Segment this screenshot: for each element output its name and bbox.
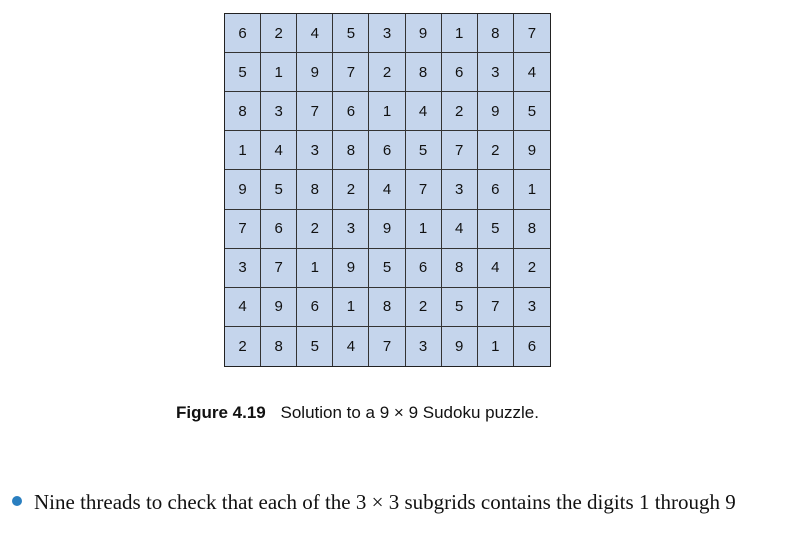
sudoku-cell: 7 [225, 210, 261, 249]
sudoku-cell: 7 [333, 53, 369, 92]
sudoku-cell: 8 [442, 249, 478, 288]
sudoku-cell: 5 [442, 288, 478, 327]
sudoku-cell: 8 [261, 327, 297, 366]
sudoku-cell: 6 [406, 249, 442, 288]
sudoku-cell: 3 [478, 53, 514, 92]
sudoku-cell: 1 [514, 170, 550, 209]
sudoku-cell: 7 [514, 14, 550, 53]
sudoku-cell: 4 [406, 92, 442, 131]
figure-caption [176, 403, 539, 423]
sudoku-cell: 8 [333, 131, 369, 170]
sudoku-cell: 5 [478, 210, 514, 249]
sudoku-cell: 9 [442, 327, 478, 366]
sudoku-cell: 8 [225, 92, 261, 131]
sudoku-cell: 1 [261, 53, 297, 92]
sudoku-cell: 6 [369, 131, 405, 170]
sudoku-cell: 1 [333, 288, 369, 327]
sudoku-cell: 2 [369, 53, 405, 92]
sudoku-cell: 7 [261, 249, 297, 288]
sudoku-cell: 8 [297, 170, 333, 209]
sudoku-cell: 8 [369, 288, 405, 327]
sudoku-cell: 6 [333, 92, 369, 131]
figure-caption-text: Solution to a 9 × 9 Sudoku puzzle. [280, 403, 539, 422]
sudoku-cell: 1 [442, 14, 478, 53]
sudoku-cell: 2 [406, 288, 442, 327]
sudoku-cell: 4 [442, 210, 478, 249]
sudoku-cell: 4 [369, 170, 405, 209]
bullet-dot-icon [12, 496, 22, 506]
sudoku-cell: 5 [333, 14, 369, 53]
sudoku-cell: 6 [297, 288, 333, 327]
sudoku-cell: 7 [406, 170, 442, 209]
sudoku-cell: 2 [297, 210, 333, 249]
sudoku-cell: 1 [225, 131, 261, 170]
bullet-item [12, 489, 782, 515]
sudoku-cell: 8 [406, 53, 442, 92]
sudoku-cell: 4 [261, 131, 297, 170]
sudoku-cell: 5 [261, 170, 297, 209]
sudoku-cell: 3 [261, 92, 297, 131]
sudoku-cell: 6 [225, 14, 261, 53]
sudoku-cell: 2 [261, 14, 297, 53]
sudoku-cell: 3 [369, 14, 405, 53]
sudoku-cell: 3 [406, 327, 442, 366]
sudoku-cell: 2 [514, 249, 550, 288]
sudoku-cell: 6 [527, 337, 537, 355]
sudoku-cell: 8 [514, 210, 550, 249]
sudoku-cell: 8 [478, 14, 514, 53]
sudoku-grid [224, 13, 551, 367]
sudoku-cell: 7 [297, 92, 333, 131]
sudoku-cell: 3 [225, 249, 261, 288]
sudoku-cell: 2 [442, 92, 478, 131]
sudoku-cell: 6 [261, 210, 297, 249]
sudoku-cell: 9 [369, 210, 405, 249]
figure-label: Figure 4.19 [176, 403, 266, 422]
sudoku-cell: 3 [514, 288, 550, 327]
sudoku-cell: 5 [369, 249, 405, 288]
sudoku-cell: 5 [225, 53, 261, 92]
sudoku-cell: 3 [442, 170, 478, 209]
sudoku-cell: 4 [297, 14, 333, 53]
sudoku-cell: 3 [333, 210, 369, 249]
sudoku-cell: 9 [406, 14, 442, 53]
sudoku-cell: 9 [297, 53, 333, 92]
bullet-text: Nine threads to check that each of the 3 × 3 subgrids contains the digits 1 through 9 [34, 490, 736, 514]
sudoku-cell: 5 [297, 327, 333, 366]
sudoku-cell: 9 [514, 131, 550, 170]
sudoku-cell: 4 [478, 249, 514, 288]
sudoku-cell: 7 [442, 131, 478, 170]
sudoku-cell: 4 [225, 288, 261, 327]
sudoku-cell: 7 [478, 288, 514, 327]
sudoku-cell: 9 [333, 249, 369, 288]
sudoku-cell: 3 [297, 131, 333, 170]
sudoku-cell: 6 [478, 170, 514, 209]
sudoku-cell: 2 [333, 170, 369, 209]
sudoku-cell: 5 [406, 131, 442, 170]
sudoku-cell: 9 [261, 288, 297, 327]
sudoku-cell: 1 [478, 327, 514, 366]
sudoku-cell: 1 [297, 249, 333, 288]
sudoku-cell: 1 [369, 92, 405, 131]
sudoku-cell: 4 [514, 53, 550, 92]
sudoku-cell: 7 [369, 327, 405, 366]
sudoku-cell: 5 [514, 92, 550, 131]
sudoku-cell: 9 [225, 170, 261, 209]
sudoku-cell: 2 [478, 131, 514, 170]
sudoku-cell: 6 [442, 53, 478, 92]
sudoku-cell: 4 [333, 327, 369, 366]
sudoku-cell: 2 [225, 327, 261, 366]
sudoku-cell: 9 [478, 92, 514, 131]
sudoku-cell: 1 [406, 210, 442, 249]
